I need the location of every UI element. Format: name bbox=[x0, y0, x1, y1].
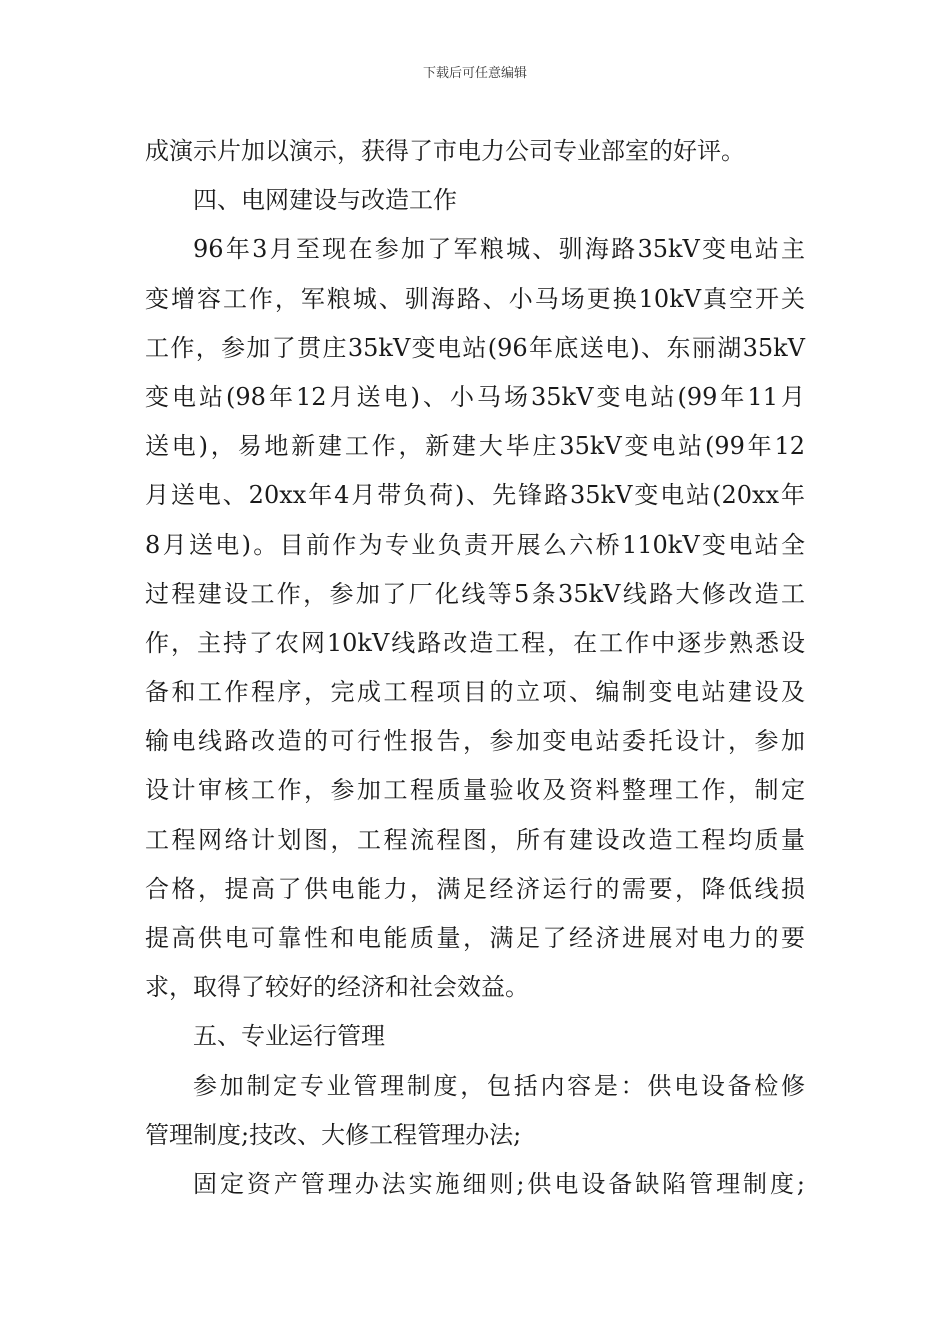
text-line: 96年3月至现在参加了军粮城、驯海路35kV变电站主 bbox=[193, 235, 805, 264]
text-line: 工程网络计划图，工程流程图，所有建设改造工程均质量 bbox=[145, 825, 805, 854]
text-line: 过程建设工作，参加了厂化线等5条35kV线路大修改造工 bbox=[145, 579, 805, 608]
text-line: 工作，参加了贯庄35kV变电站(96年底送电)、东丽湖35kV bbox=[145, 333, 805, 362]
text-line: 四、电网建设与改造工作 bbox=[193, 186, 457, 215]
text-line: 设计审核工作，参加工程质量验收及资料整理工作，制定 bbox=[145, 776, 805, 805]
text-line: 作，主持了农网10kV线路改造工程，在工作中逐步熟悉设 bbox=[145, 628, 805, 657]
text-line: 参加制定专业管理制度，包括内容是：供电设备检修 bbox=[193, 1071, 805, 1100]
text-line: 成演示片加以演示，获得了市电力公司专业部室的好评。 bbox=[145, 137, 745, 165]
text-line: 求，取得了较好的经济和社会效益。 bbox=[145, 973, 529, 1002]
text-line: 固定资产管理办法实施细则;供电设备缺陷管理制度; bbox=[193, 1169, 805, 1198]
text-line: 8月送电)。目前作为专业负责开展么六桥110kV变电站全 bbox=[145, 530, 805, 559]
text-line: 变增容工作，军粮城、驯海路、小马场更换10kV真空开关 bbox=[145, 284, 805, 313]
page-header: 下载后可任意编辑 bbox=[422, 66, 527, 81]
document-body bbox=[145, 127, 805, 1209]
text-line: 送电)，易地新建工作，新建大毕庄35kV变电站(99年12 bbox=[145, 432, 805, 461]
text-line: 变电站(98年12月送电)、小马场35kV变电站(99年11月 bbox=[145, 382, 805, 411]
text-line: 合格，提高了供电能力，满足经济运行的需要，降低线损 bbox=[145, 874, 805, 903]
text-line: 提高供电可靠性和电能质量，满足了经济进展对电力的要 bbox=[145, 924, 805, 952]
text-line: 月送电、20xx年4月带负荷)、先锋路35kV变电站(20xx年 bbox=[145, 481, 805, 510]
text-line: 输电线路改造的可行性报告，参加变电站委托设计，参加 bbox=[145, 727, 805, 756]
text-line: 备和工作程序，完成工程项目的立项、编制变电站建设及 bbox=[145, 678, 805, 707]
text-line: 五、专业运行管理 bbox=[193, 1022, 385, 1051]
text-line: 管理制度;技改、大修工程管理办法; bbox=[145, 1120, 522, 1149]
